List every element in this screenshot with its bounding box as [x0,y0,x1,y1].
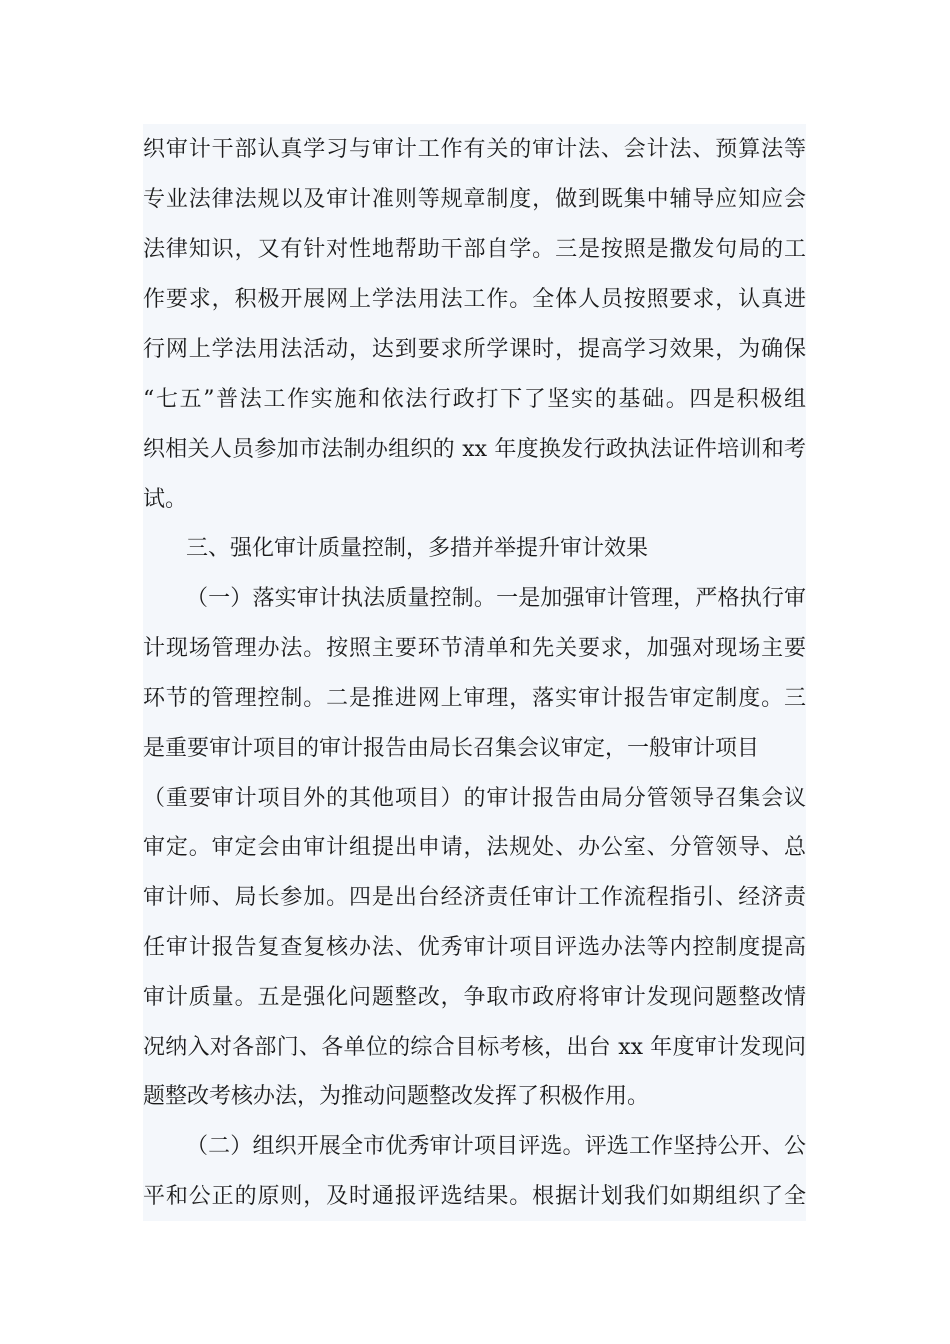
document-text-block [143,124,806,1221]
text-line-12: 环节的管理控制。二是推进网上审理，落实审计报告审定制度。三 [143,686,806,711]
text-line-4: 作要求，积极开展网上学法用法工作。全体人员按照要求，认真进 [143,287,806,312]
text-line-22: 平和公正的原则，及时通报评选结果。根据计划我们如期组织了全 [143,1184,806,1209]
text-line-11: 计现场管理办法。按照主要环节清单和先关要求，加强对现场主要 [143,636,806,661]
text-line-5: 行网上学法用法活动，达到要求所学课时，提高学习效果，为确保 [143,337,806,362]
text-line-10: （一）落实审计执法质量控制。一是加强审计管理，严格执行审 [186,586,806,611]
text-line-2: 专业法律法规以及审计准则等规章制度，做到既集中辅导应知应会 [143,187,806,212]
text-line-21: （二）组织开展全市优秀审计项目评选。评选工作坚持公开、公 [186,1134,806,1159]
text-line-3: 法律知识，又有针对性地帮助干部自学。三是按照是撒发句局的工 [143,237,806,262]
text-line-1: 织审计干部认真学习与审计工作有关的审计法、会计法、预算法等 [143,137,806,162]
text-line-7: 织相关人员参加市法制办组织的 xx 年度换发行政执法证件培训和考 [143,437,806,462]
text-line-17: 任审计报告复查复核办法、优秀审计项目评选办法等内控制度提高 [143,935,806,960]
text-line-14: （重要审计项目外的其他项目）的审计报告由局分管领导召集会议 [143,786,806,811]
text-line-20: 题整改考核办法，为推动问题整改发挥了积极作用。 [143,1084,650,1109]
text-line-6: “七五”普法工作实施和依法行政打下了坚实的基础。四是积极组 [143,387,806,412]
text-line-13: 是重要审计项目的审计报告由局长召集会议审定，一般审计项目 [143,736,760,761]
text-line-15: 审定。审定会由审计组提出申请，法规处、办公室、分管领导、总 [143,835,806,860]
text-line-19: 况纳入对各部门、各单位的综合目标考核，出台 xx 年度审计发现问 [143,1035,806,1060]
text-line-8: 试。 [143,487,188,512]
section-heading: 三、强化审计质量控制，多措并举提升审计效果 [186,536,649,561]
text-line-18: 审计质量。五是强化问题整改，争取市政府将审计发现问题整改情 [143,985,806,1010]
text-line-16: 审计师、局长参加。四是出台经济责任审计工作流程指引、经济责 [143,885,806,910]
